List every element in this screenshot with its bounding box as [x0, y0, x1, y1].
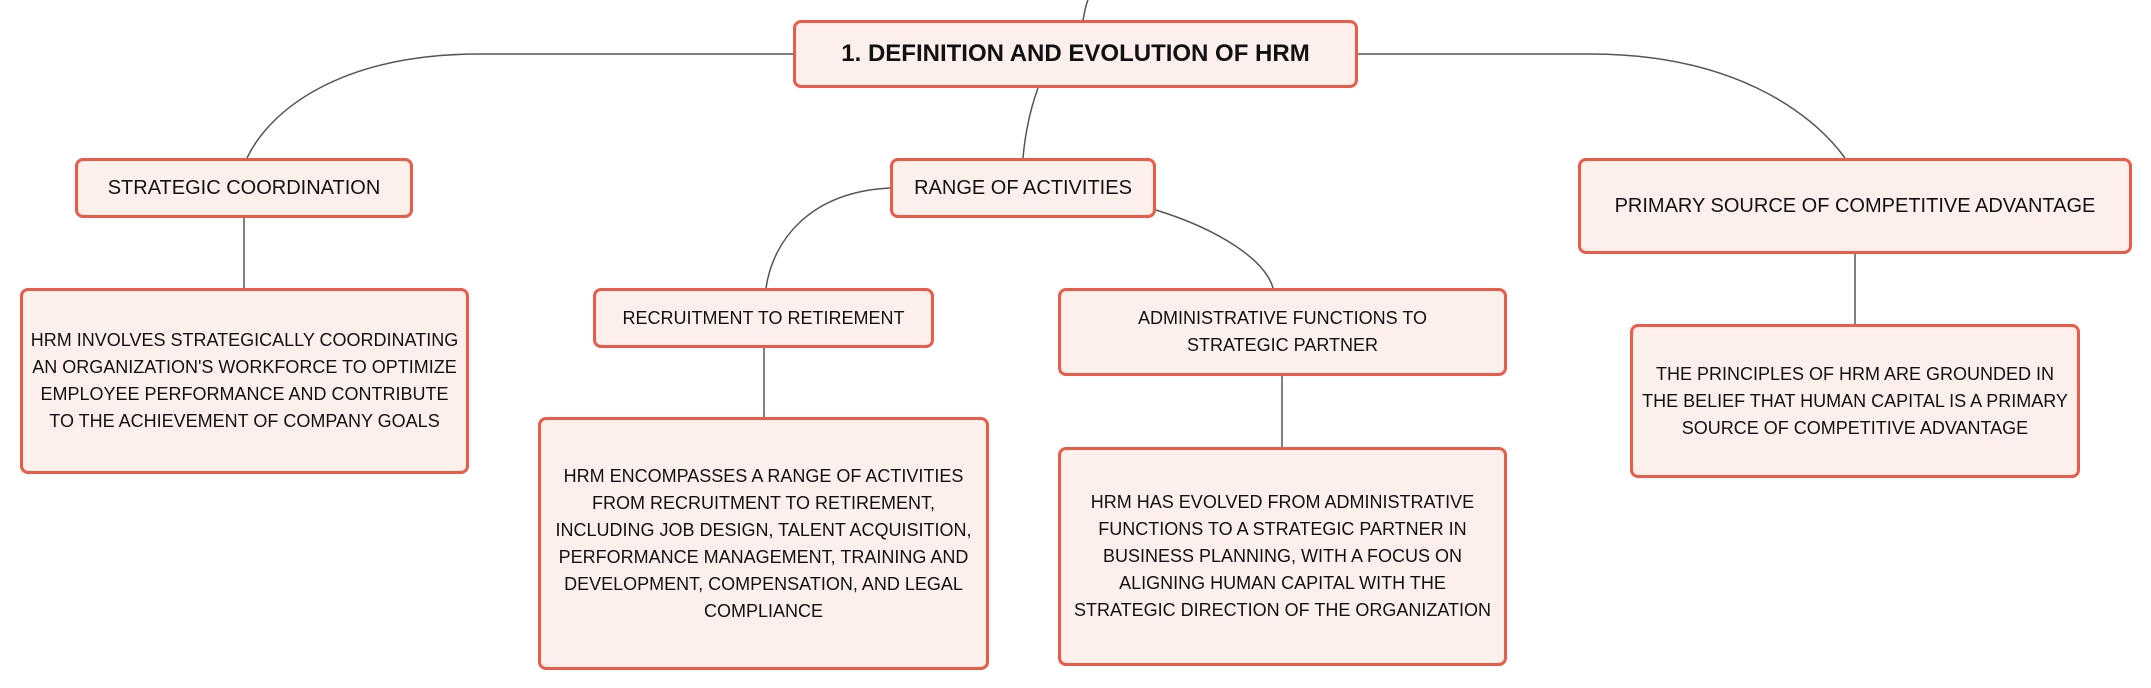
root-topic-node[interactable]	[793, 20, 1358, 88]
primary-source-detail-node[interactable]	[1630, 324, 2080, 478]
primary-source-detail-text: THE PRINCIPLES OF HRM ARE GROUNDED IN THE BELIEF THAT HUMAN CAPITAL IS A PRIMARY SOURCE OF COMPETITIVE ADVANTAGE	[1642, 363, 2068, 438]
connector-root-parent	[1083, 0, 1088, 20]
recruitment-to-retirement-detail-node[interactable]	[538, 417, 989, 670]
recruitment-to-retirement-node[interactable]	[593, 288, 934, 348]
connector-range-recruitment	[766, 188, 890, 288]
strategic-coordination-label: STRATEGIC COORDINATION	[107, 176, 381, 199]
strategic-coordination-detail-node[interactable]	[20, 288, 469, 474]
recruitment-to-retirement-label: RECRUITMENT TO RETIREMENT	[622, 307, 905, 328]
strategic-coordination-node[interactable]	[75, 158, 413, 218]
administrative-functions-detail-node[interactable]	[1058, 447, 1507, 666]
range-of-activities-node[interactable]	[890, 158, 1156, 218]
connector-root-primary	[1358, 54, 1845, 158]
administrative-functions-detail-text: HRM HAS EVOLVED FROM ADMINISTRATIVE FUNCTIONS TO A STRATEGIC PARTNER IN BUSINESS PLANNING, WITH A FOCUS ON ALIGNING HUMAN CAPITAL WITH THE STRATEGIC DIRECTION OF THE ORGANIZATION	[1073, 492, 1491, 620]
primary-source-label: PRIMARY SOURCE OF COMPETITIVE ADVANTAGE	[1614, 194, 2096, 217]
connector-root-strategic	[247, 54, 793, 158]
range-of-activities-label: RANGE OF ACTIVITIES	[914, 176, 1132, 199]
administrative-functions-label: ADMINISTRATIVE FUNCTIONS TO STRATEGIC PARTNER	[1137, 308, 1428, 355]
connector-range-administrative	[1156, 210, 1273, 288]
primary-source-node[interactable]	[1578, 158, 2132, 254]
administrative-functions-node[interactable]	[1058, 288, 1507, 376]
connector-root-range	[1023, 88, 1038, 158]
recruitment-to-retirement-detail-text: HRM ENCOMPASSES A RANGE OF ACTIVITIES FROM RECRUITMENT TO RETIREMENT, INCLUDING JOB DESIGN, TALENT ACQUISITION, PERFORMANCE MANAGEMENT, TRAINING AND DEVELOPMENT, COMPENSATION, AND LEGAL COMPLIANCE	[555, 465, 972, 621]
strategic-coordination-detail-text: HRM INVOLVES STRATEGICALLY COORDINATING AN ORGANIZATION'S WORKFORCE TO OPTIMIZE EMPLOYEE PERFORMANCE AND CONTRIBUTE TO THE ACHIEVEMENT OF COMPANY GOALS	[30, 330, 459, 431]
root-topic-label: 1. DEFINITION AND EVOLUTION OF HRM	[841, 39, 1310, 67]
